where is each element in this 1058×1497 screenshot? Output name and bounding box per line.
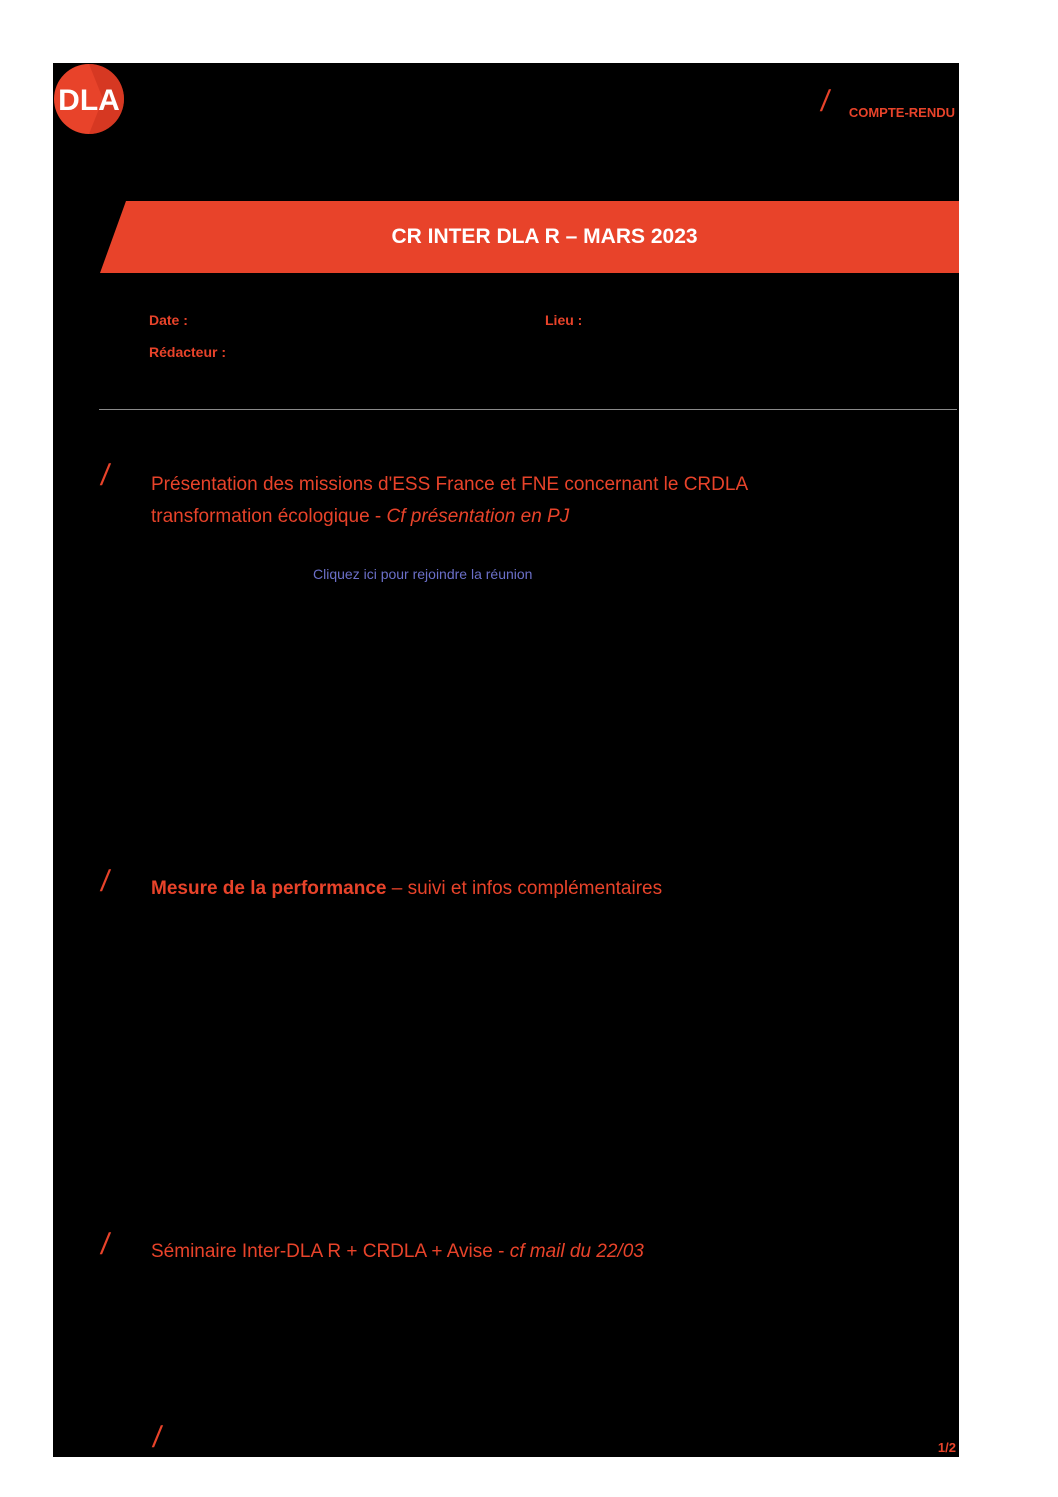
title-banner [100,201,959,273]
document-page [53,63,959,1457]
section-3-reference: cf mail du 22/03 [509,1241,644,1262]
section-1-reference: Cf présentation en PJ [386,506,570,527]
svg-text:DLA: DLA [58,84,120,117]
dla-logo [53,63,125,135]
section-1-line-2-text: transformation écologique - [151,506,387,527]
redacteur-label: Rédacteur : [149,344,227,360]
section-3-title-text: Séminaire Inter-DLA R + CRDLA + Avise - [151,1241,510,1262]
section-1-title [151,469,748,533]
header-slash-decoration: / [818,85,832,118]
lieu-label: Lieu : [545,312,583,328]
section-3-slash: / [98,1228,112,1261]
document-type-label: COMPTE-RENDU [848,105,955,120]
section-1-slash: / [98,459,112,492]
section-2-title [151,873,662,905]
join-meeting-link[interactable]: Cliquez ici pour rejoindre la réunion [313,566,533,582]
section-2-title-rest: – suivi et infos complémentaires [386,878,663,899]
date-label: Date : [149,312,188,328]
divider [99,409,957,410]
section-2-slash: / [98,865,112,898]
page-title: CR INTER DLA R – MARS 2023 [391,225,698,248]
page-number: 1/2 [937,1440,956,1455]
section-3-title [151,1236,644,1268]
section-2-title-bold: Mesure de la performance [151,878,387,899]
section-1-line-1: Présentation des missions d'ESS France et FNE concernant le CRDLA [151,474,749,495]
section-1-line-2 [151,501,748,533]
section-4-slash: / [150,1421,164,1454]
